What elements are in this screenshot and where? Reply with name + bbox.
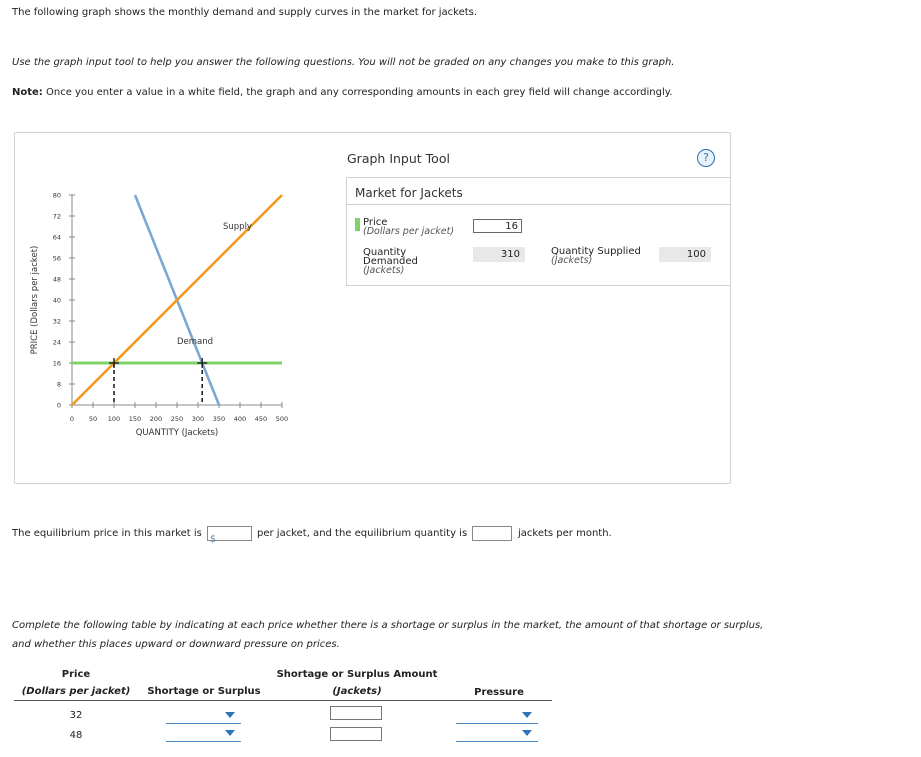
price-swatch: [355, 218, 360, 231]
x-tick-label: 100: [107, 415, 121, 423]
x-tick-label: 450: [254, 415, 268, 423]
x-tick-label: 300: [191, 415, 205, 423]
y-tick-label: 56: [52, 254, 61, 263]
shortage-surplus-dropdown-row-1[interactable]: [166, 711, 241, 724]
intro-text: The following graph shows the monthly demand and supply curves in the market for jackets.: [12, 7, 478, 18]
col-pressure-header: Pressure: [474, 687, 524, 698]
quantity-demanded-value: 310: [473, 247, 525, 262]
x-axis-label: QUANTITY (Jackets): [135, 428, 219, 438]
quantity-supplied-value: 100: [659, 247, 711, 262]
x-tick-label: 200: [149, 415, 163, 423]
amount-input-row-2[interactable]: [330, 727, 382, 741]
x-tick-label: 0: [69, 415, 75, 423]
dropdown-underline: [456, 723, 538, 724]
dropdown-underline: [166, 741, 241, 742]
graph-input-tool-title: Graph Input Tool: [347, 151, 450, 166]
row-price-32: 32: [69, 710, 83, 721]
market-title-bar: [347, 178, 730, 205]
y-tick-label: 16: [52, 359, 61, 368]
table-intro-line-2: and whether this places upward or downward pressure on prices.: [12, 639, 340, 650]
note-body: Once you enter a value in a white field, the graph and any corresponding amounts in each grey field will change accordingly.: [42, 87, 673, 98]
x-tick-label: 250: [170, 415, 184, 423]
dollar-sign: $: [210, 534, 217, 545]
dropdown-underline: [456, 741, 538, 742]
dropdown-underline: [166, 723, 241, 724]
supply-curve-label: Supply: [223, 222, 252, 232]
equilibrium-middle-text: per jacket, and the equilibrium quantity is: [257, 528, 468, 539]
col-price-unit-header: (Dollars per jacket): [21, 686, 131, 697]
col-price-header: Price: [61, 669, 91, 680]
table-intro-line-1: Complete the following table by indicating at each price whether there is a shortage or surplus in the market, the amount of that shortage or surplus,: [12, 620, 764, 631]
graph-input-box: [346, 177, 731, 286]
price-label: Price: [363, 217, 388, 228]
demand-curve-label: Demand: [177, 337, 214, 347]
y-axis-label: PRICE (Dollars per jacket): [30, 245, 40, 355]
pressure-dropdown-row-1[interactable]: [456, 711, 538, 724]
price-unit-label: (Dollars per jacket): [363, 226, 455, 237]
price-input[interactable]: 16: [473, 219, 522, 233]
y-tick-label: 72: [52, 212, 61, 221]
x-tick-label: 350: [212, 415, 226, 423]
x-tick-label: 150: [128, 415, 142, 423]
instruction-text: Use the graph input tool to help you answer the following questions. You will not be graded on any changes you make to this graph.: [12, 57, 675, 68]
table-header-rule: [14, 700, 552, 701]
equilibrium-suffix-text: jackets per month.: [518, 528, 612, 539]
equilibrium-price-input[interactable]: [207, 526, 252, 545]
y-tick-label: 48: [52, 275, 61, 284]
y-tick-label: 0: [56, 401, 61, 410]
y-tick-label: 64: [52, 233, 61, 242]
y-tick-label: 40: [52, 296, 61, 305]
equilibrium-quantity-input[interactable]: [472, 526, 512, 541]
col-shortage-header: Shortage or Surplus: [147, 686, 261, 697]
equilibrium-price-prefix: The equilibrium price in this market is: [12, 528, 202, 539]
y-tick-label: 80: [52, 191, 61, 200]
x-tick-label: 500: [275, 415, 289, 423]
quantity-demanded-label-1: Quantity: [363, 247, 407, 258]
note-label: Note:: [12, 87, 43, 98]
shortage-surplus-dropdown-row-2[interactable]: [166, 729, 241, 742]
y-tick-label: 8: [56, 380, 61, 389]
quantity-supplied-unit: (Jackets): [551, 255, 593, 266]
chevron-down-icon: [522, 730, 532, 736]
quantity-demanded-unit: (Jackets): [363, 265, 405, 276]
chevron-down-icon: [225, 730, 235, 736]
quantity-supplied-label: Quantity Supplied: [551, 246, 641, 257]
x-tick-label: 50: [88, 415, 98, 423]
y-tick-label: 32: [52, 317, 61, 326]
chevron-down-icon: [225, 712, 235, 718]
y-tick-label: 24: [52, 338, 61, 347]
market-title: Market for Jackets: [355, 186, 463, 200]
col-amount-unit-header: (Jackets): [332, 686, 382, 697]
chevron-down-icon: [522, 712, 532, 718]
amount-input-row-1[interactable]: [330, 706, 382, 720]
col-amount-header: Shortage or Surplus Amount: [276, 669, 438, 680]
x-tick-label: 400: [233, 415, 247, 423]
note-text: [12, 87, 672, 98]
row-price-48: 48: [69, 730, 83, 741]
demand-supply-chart[interactable]: [15, 133, 345, 453]
graph-panel: [14, 132, 731, 484]
help-icon[interactable]: ?: [697, 149, 715, 167]
quantity-demanded-label-2: Demanded: [363, 256, 418, 267]
pressure-dropdown-row-2[interactable]: [456, 729, 538, 742]
